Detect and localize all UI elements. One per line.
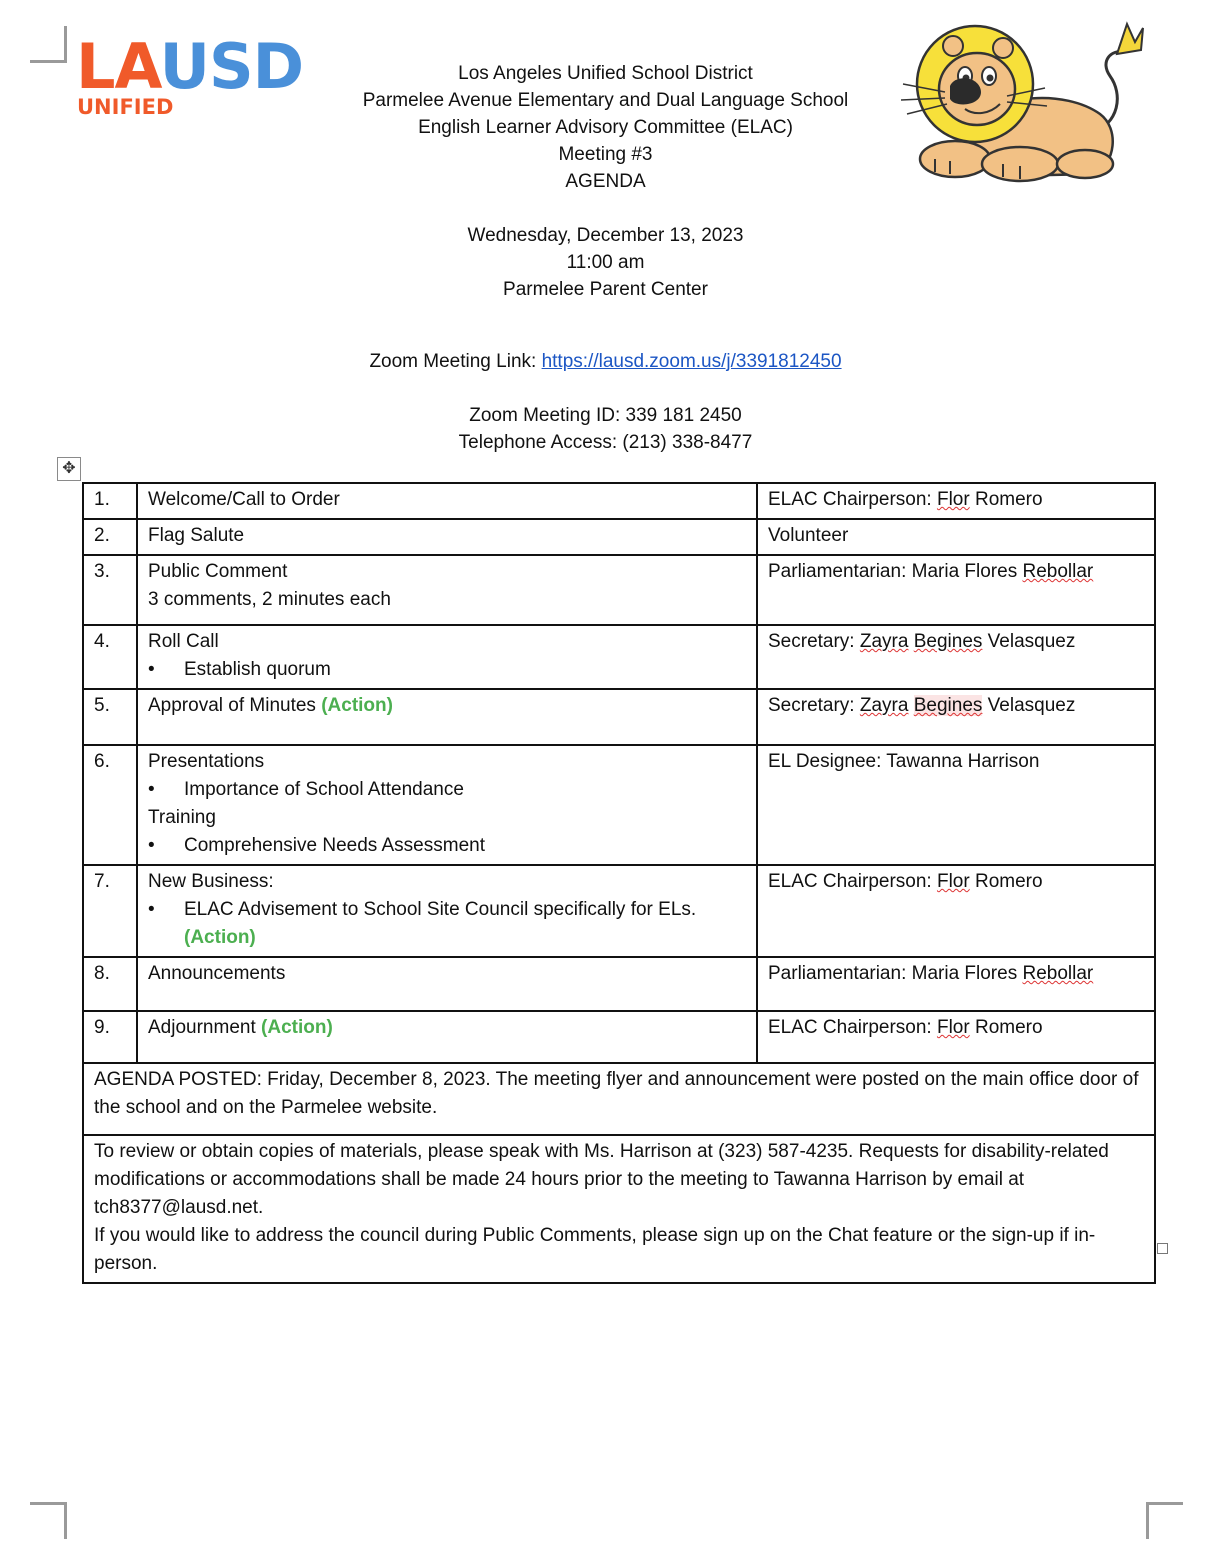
- crop-mark-bottom-left: [30, 1502, 67, 1539]
- table-row: 3. Public Comment 3 comments, 2 minutes each Parliamentarian: Maria Flores Rebollar: [83, 555, 1155, 625]
- table-move-handle-icon[interactable]: ✥: [57, 457, 81, 481]
- committee-name: English Learner Advisory Committee (ELAC): [418, 117, 793, 138]
- table-row: 5. Approval of Minutes (Action) Secretary: Zayra Begines Velasquez: [83, 689, 1155, 745]
- table-resize-handle[interactable]: [1157, 1243, 1168, 1254]
- lausd-logo: LAUSD UNIFIED: [76, 30, 304, 119]
- school-name: Parmelee Avenue Elementary and Dual Language School: [362, 90, 849, 111]
- materials-note: To review or obtain copies of materials, please speak with Ms. Harrison at (323) 587-4235. Requests for disability-related modifications or accommodations shall be made 24 hours prior to the meeting to Tawanna Harrison by email at tch8377@lausd.net. If you would like to address the council during Public Comments, please sign up on the Chat feature or the sign-up if in-person.: [83, 1135, 1155, 1283]
- table-row: 4. Roll Call • Establish quorum Secretary: Zayra Begines Velasquez: [83, 625, 1155, 689]
- table-row: 2. Flag Salute Volunteer: [83, 519, 1155, 555]
- table-row: [83, 1135, 1155, 1283]
- agenda-posted-note: AGENDA POSTED: Friday, December 8, 2023. The meeting flyer and announcement were posted on the main office door of the school and on the Parmelee website.: [83, 1063, 1155, 1135]
- district-name: Los Angeles Unified School District: [458, 63, 753, 84]
- agenda-table: [82, 482, 1156, 1284]
- crop-mark-top-left: [30, 26, 67, 63]
- meeting-date: Wednesday, December 13, 2023: [467, 225, 744, 246]
- zoom-meeting-id: Zoom Meeting ID: 339 181 2450: [469, 405, 742, 426]
- meeting-location: Parmelee Parent Center: [503, 279, 708, 300]
- document-header: [253, 60, 958, 456]
- zoom-link-line: Zoom Meeting Link: https://lausd.zoom.us/j/3391812450: [369, 351, 842, 372]
- document-type: AGENDA: [565, 171, 646, 192]
- table-row: 1. Welcome/Call to Order ELAC Chairperson: Flor Romero: [83, 483, 1155, 519]
- table-row: 7. New Business: • ELAC Advisement to School Site Council specifically for ELs. (Action) ELAC Chairperson: Flor Romero: [83, 865, 1155, 957]
- table-row: 9. Adjournment (Action) ELAC Chairperson: Flor Romero: [83, 1011, 1155, 1063]
- meeting-time: 11:00 am: [566, 252, 645, 273]
- crop-mark-bottom-right: [1146, 1502, 1183, 1539]
- zoom-link[interactable]: https://lausd.zoom.us/j/3391812450: [541, 351, 842, 372]
- table-row: 6. Presentations • Importance of School Attendance Training • Comprehensive Needs Assessment EL Designee: Tawanna Harrison: [83, 745, 1155, 865]
- table-row: [83, 1063, 1155, 1135]
- meeting-number: Meeting #3: [558, 144, 653, 165]
- table-row: 8. Announcements Parliamentarian: Maria Flores Rebollar: [83, 957, 1155, 1011]
- telephone-access: Telephone Access: (213) 338-8477: [458, 432, 753, 453]
